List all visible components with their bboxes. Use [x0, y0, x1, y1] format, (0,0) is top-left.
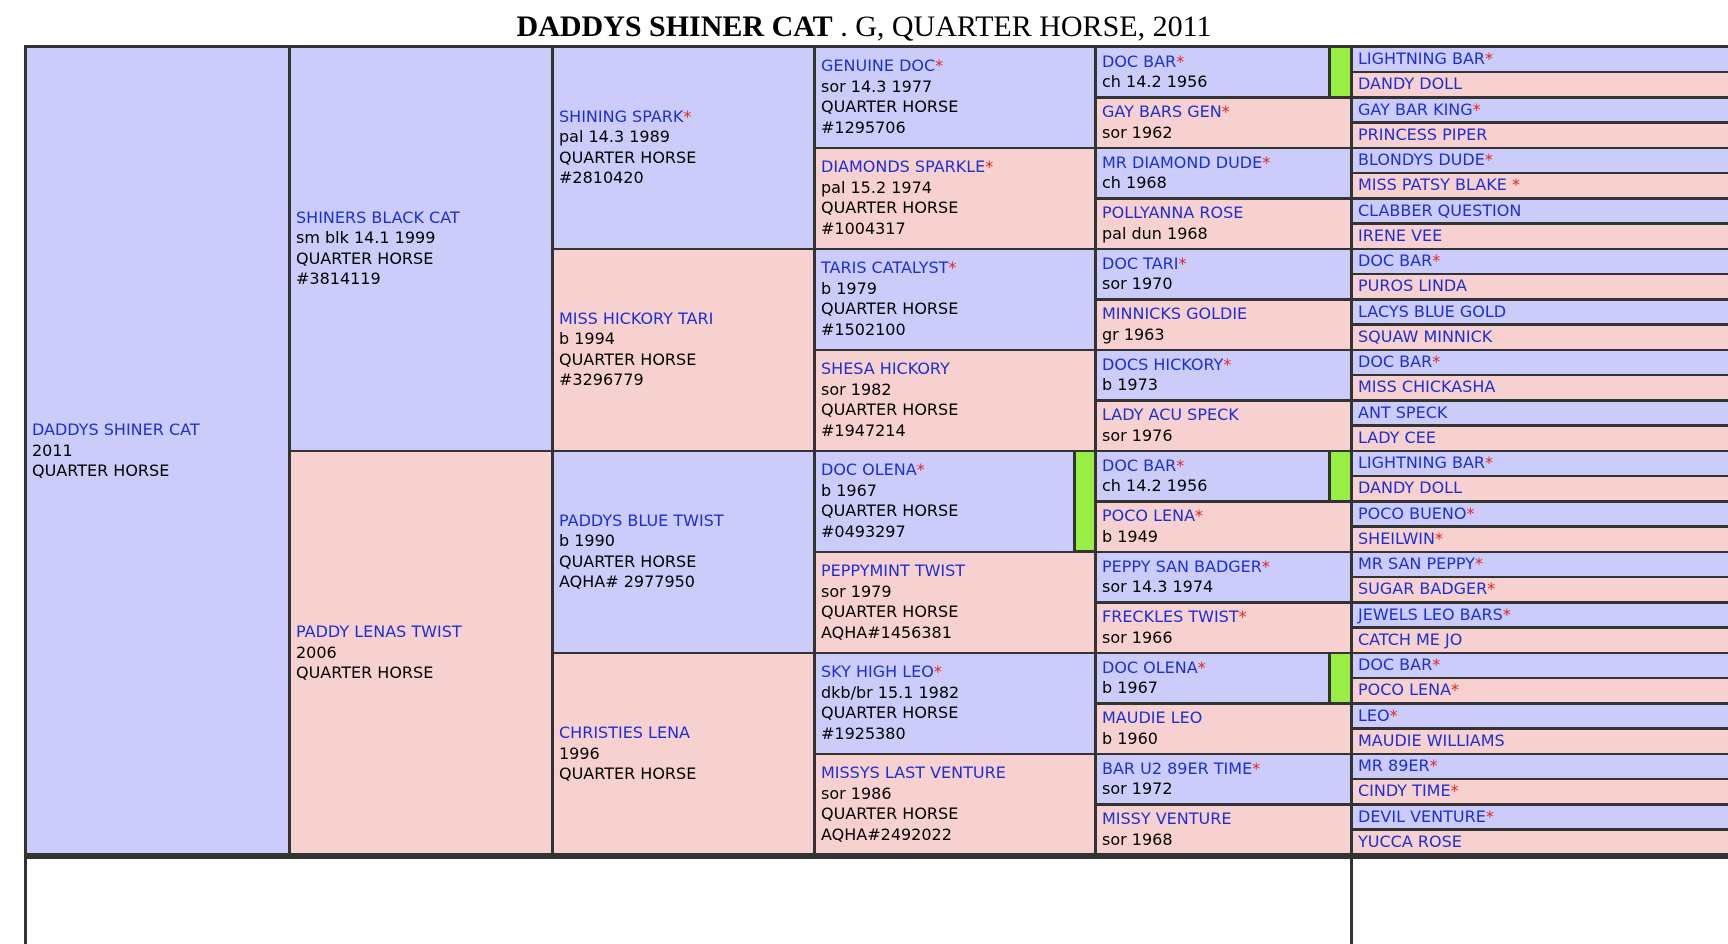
- horse-name[interactable]: DOC BAR: [1358, 655, 1433, 675]
- registry-star-icon: *: [1262, 152, 1271, 172]
- horse-name-link[interactable]: [1102, 607, 1346, 628]
- pedigree-cell-gen6: [1353, 174, 1728, 200]
- horse-name-link[interactable]: [1358, 276, 1728, 297]
- horse-name[interactable]: MISS PATSY BLAKE: [1358, 175, 1512, 195]
- pedigree-cell-gen5: [1097, 503, 1353, 554]
- horse-detail: AQHA#1456381: [821, 622, 952, 642]
- registry-star-icon: *: [1484, 150, 1493, 170]
- pedigree-cell-gen5: [1097, 200, 1353, 251]
- horse-name-link[interactable]: [1358, 428, 1728, 449]
- pedigree-cell-gen6: [1353, 452, 1728, 478]
- registry-star-icon: *: [1487, 579, 1496, 599]
- pedigree-cell-gen5: [1097, 604, 1353, 655]
- horse-detail: sor 14.3 1977: [821, 76, 933, 96]
- horse-name[interactable]: LIGHTNING BAR: [1358, 453, 1486, 473]
- pedigree-cell-gen6: [1353, 326, 1728, 352]
- pedigree-cell-gen4: [816, 452, 1076, 554]
- horse-detail: sor 1970: [1102, 274, 1173, 293]
- horse-detail: QUARTER HORSE: [821, 703, 959, 723]
- pedigree-cell-gen6: [1353, 250, 1728, 276]
- inbreeding-highlight-bar: [1331, 654, 1353, 705]
- pedigree-cell-gen4: [816, 553, 1097, 655]
- pedigree-cell-gen4: [816, 755, 1097, 857]
- horse-detail: sor 1968: [1102, 829, 1173, 849]
- registry-star-icon: *: [1432, 251, 1441, 271]
- pedigree-cell-gen6: [1353, 301, 1728, 327]
- horse-detail: #1295706: [821, 117, 906, 137]
- horse-name[interactable]: SHEILWIN: [1358, 528, 1435, 548]
- horse-name-link[interactable]: [1358, 731, 1728, 752]
- horse-name-link[interactable]: [1358, 251, 1728, 272]
- horse-name-link[interactable]: [1358, 226, 1728, 247]
- table-column-divider: [1350, 853, 1353, 944]
- horse-name-link[interactable]: [1358, 403, 1728, 424]
- horse-name[interactable]: PRINCESS PIPER: [1358, 124, 1488, 144]
- horse-name-link[interactable]: [1102, 102, 1346, 123]
- horse-detail: pal 14.3 1989: [559, 127, 670, 147]
- horse-detail: #1947214: [821, 420, 906, 440]
- horse-name-link[interactable]: [1358, 453, 1728, 474]
- pedigree-cell-gen6: [1353, 528, 1728, 554]
- registry-star-icon: *: [1221, 102, 1230, 121]
- registry-star-icon: *: [683, 106, 692, 126]
- horse-name-link[interactable]: [559, 309, 809, 330]
- horse-name[interactable]: FRECKLES TWIST: [1102, 607, 1239, 626]
- horse-detail: b 1949: [1102, 526, 1158, 546]
- horse-detail: dkb/br 15.1 1982: [821, 682, 960, 702]
- horse-detail: AQHA# 2977950: [559, 572, 695, 592]
- registry-star-icon: *: [1197, 657, 1206, 677]
- horse-detail: 2006: [296, 642, 337, 662]
- horse-name[interactable]: DEVIL VENTURE: [1358, 806, 1486, 826]
- horse-name-link[interactable]: [559, 511, 809, 532]
- inbreeding-highlight-bar: [1331, 452, 1353, 503]
- horse-name[interactable]: JEWELS LEO BARS: [1358, 604, 1503, 624]
- horse-name[interactable]: DADDYS SHINER CAT: [32, 420, 200, 439]
- horse-name[interactable]: PADDY LENAS TWIST: [296, 622, 462, 641]
- pedigree-cell-gen5: [1097, 351, 1353, 402]
- horse-detail: #3296779: [559, 370, 644, 390]
- horse-detail: 1996: [559, 743, 600, 763]
- horse-name[interactable]: LEO: [1358, 705, 1390, 725]
- horse-name-link[interactable]: [821, 359, 1090, 380]
- horse-name[interactable]: SHINERS BLACK CAT: [296, 207, 460, 227]
- horse-name[interactable]: DIAMONDS SPARKLE: [821, 157, 986, 177]
- pedigree-cell-gen5: [1097, 705, 1353, 756]
- horse-name-link[interactable]: [1358, 529, 1728, 550]
- horse-detail: b 1967: [1102, 678, 1158, 697]
- horse-detail: b 1973: [1102, 375, 1158, 394]
- pedigree-cell-gen5: [1097, 806, 1353, 857]
- horse-detail: sor 14.3 1974: [1102, 577, 1214, 596]
- horse-detail: sor 1982: [821, 379, 892, 399]
- horse-name-link[interactable]: [1358, 832, 1728, 853]
- horse-name[interactable]: PEPPYMINT TWIST: [821, 561, 966, 581]
- horse-name[interactable]: MR 89ER: [1358, 756, 1430, 776]
- horse-name-link[interactable]: [1102, 658, 1324, 679]
- horse-name-link[interactable]: [1358, 201, 1728, 222]
- pedigree-cell-gen2: [291, 48, 554, 453]
- horse-name-link[interactable]: [1358, 302, 1728, 323]
- horse-detail: b 1967: [821, 480, 877, 500]
- registry-star-icon: *: [1485, 453, 1494, 473]
- horse-name[interactable]: GENUINE DOC: [821, 56, 936, 76]
- horse-detail: #1925380: [821, 723, 906, 743]
- pedigree-cell-gen6: [1353, 654, 1728, 680]
- horse-name[interactable]: MAUDIE WILLIAMS: [1358, 730, 1505, 750]
- horse-detail: #3814119: [296, 269, 381, 289]
- horse-name-link[interactable]: [821, 561, 1090, 582]
- pedigree-cell-gen6: [1353, 730, 1728, 756]
- horse-detail: sor 1976: [1102, 425, 1173, 445]
- horse-name-link[interactable]: [1358, 49, 1728, 70]
- horse-detail: b 1960: [1102, 728, 1158, 748]
- horse-name[interactable]: LACYS BLUE GOLD: [1358, 301, 1507, 321]
- horse-detail: ch 14.2 1956: [1102, 476, 1208, 495]
- registry-star-icon: *: [1195, 506, 1204, 525]
- registry-star-icon: *: [1261, 556, 1270, 576]
- registry-star-icon: *: [916, 460, 925, 480]
- pedigree-cell-gen6: [1353, 351, 1728, 377]
- registry-star-icon: *: [933, 662, 942, 682]
- horse-name[interactable]: MR DIAMOND DUDE: [1102, 152, 1263, 172]
- pedigree-cell-gen6: [1353, 679, 1728, 705]
- horse-name-link[interactable]: [1358, 150, 1728, 171]
- horse-detail: QUARTER HORSE: [32, 461, 170, 480]
- registry-star-icon: *: [1511, 175, 1520, 195]
- horse-name-link[interactable]: [1358, 478, 1728, 499]
- pedigree-cell-gen3: [554, 48, 816, 251]
- horse-detail: AQHA#2492022: [821, 824, 952, 844]
- pedigree-cell-gen6: [1353, 477, 1728, 503]
- horse-name[interactable]: MISSYS LAST VENTURE: [821, 763, 1006, 783]
- horse-name-link[interactable]: [1102, 405, 1346, 426]
- pedigree-cell-gen6: [1353, 402, 1728, 428]
- horse-detail: QUARTER HORSE: [821, 501, 959, 521]
- horse-name[interactable]: IRENE VEE: [1358, 225, 1443, 245]
- pedigree-cell-gen5: [1097, 553, 1353, 604]
- registry-star-icon: *: [1466, 503, 1475, 523]
- registry-star-icon: *: [1389, 705, 1398, 725]
- horse-name[interactable]: DOC BAR: [1358, 251, 1433, 271]
- pedigree-cell-gen4: [816, 250, 1097, 352]
- registry-star-icon: *: [1238, 607, 1247, 626]
- pedigree-cell-gen5: [1097, 250, 1353, 301]
- horse-name-link[interactable]: [821, 157, 1090, 178]
- horse-detail: 2011: [32, 440, 73, 460]
- horse-name-link[interactable]: [1358, 377, 1728, 398]
- page-title: [0, 10, 1728, 44]
- pedigree-cell-gen3: [554, 250, 816, 453]
- horse-name-link[interactable]: [821, 662, 1090, 683]
- pedigree-cell-gen4: [816, 149, 1097, 251]
- registry-star-icon: *: [948, 258, 957, 278]
- pedigree-cell-gen6: [1353, 629, 1728, 655]
- pedigree-cell-gen5: [1097, 654, 1331, 705]
- horse-name[interactable]: POCO LENA: [1102, 506, 1196, 525]
- horse-name-link[interactable]: [821, 763, 1090, 784]
- pedigree-cell-gen6: [1353, 124, 1728, 150]
- horse-name-link[interactable]: [1102, 52, 1324, 73]
- registry-star-icon: *: [1252, 758, 1261, 778]
- horse-detail: #0493297: [821, 521, 906, 541]
- title-horse-name: DADDYS SHINER CAT: [516, 10, 833, 43]
- horse-name-link[interactable]: [559, 723, 809, 744]
- registry-star-icon: *: [1429, 756, 1438, 776]
- horse-detail: b 1979: [821, 278, 877, 298]
- registry-star-icon: *: [1432, 352, 1441, 372]
- horse-detail: QUARTER HORSE: [559, 147, 697, 167]
- horse-name-link[interactable]: [1358, 756, 1728, 777]
- inbreeding-highlight-bar: [1076, 452, 1097, 553]
- pedigree-cell-gen1: [27, 48, 291, 857]
- horse-detail: QUARTER HORSE: [821, 602, 959, 622]
- inbreeding-highlight-bar: [1331, 48, 1353, 99]
- horse-name[interactable]: GAY BARS GEN: [1102, 102, 1222, 121]
- pedigree-cell-gen6: [1353, 553, 1728, 579]
- pedigree-cell-gen4: [816, 654, 1097, 756]
- pedigree-cell-gen5: [1097, 452, 1331, 503]
- registry-star-icon: *: [1472, 99, 1481, 119]
- horse-name-link[interactable]: [1102, 759, 1346, 780]
- pedigree-cell-gen6: [1353, 503, 1728, 529]
- horse-name[interactable]: CINDY TIME: [1358, 781, 1451, 801]
- horse-name-link[interactable]: [821, 460, 1069, 481]
- horse-name[interactable]: DOC OLENA: [821, 460, 917, 480]
- horse-name-link[interactable]: [1358, 605, 1728, 626]
- horse-detail: QUARTER HORSE: [296, 248, 434, 268]
- horse-name[interactable]: LIGHTNING BAR: [1358, 49, 1486, 69]
- horse-name[interactable]: DANDY DOLL: [1358, 74, 1462, 94]
- horse-detail: sor 1986: [821, 783, 892, 803]
- registry-star-icon: *: [1178, 253, 1187, 273]
- horse-detail: ch 14.2 1956: [1102, 72, 1208, 91]
- horse-detail: QUARTER HORSE: [559, 349, 697, 369]
- horse-detail: pal dun 1968: [1102, 223, 1208, 243]
- horse-detail: b 1990: [559, 531, 615, 551]
- horse-name[interactable]: MISS CHICKASHA: [1358, 377, 1496, 397]
- horse-detail: #1004317: [821, 218, 906, 238]
- horse-name[interactable]: MAUDIE LEO: [1102, 708, 1203, 727]
- pedigree-cell-gen6: [1353, 806, 1728, 832]
- horse-name-link[interactable]: [1102, 304, 1346, 325]
- table-bottom-border: [24, 853, 1728, 856]
- pedigree-cell-gen6: [1353, 225, 1728, 251]
- horse-name-link[interactable]: [296, 622, 547, 643]
- horse-detail: sm blk 14.1 1999: [296, 228, 436, 248]
- horse-name-link[interactable]: [1102, 254, 1346, 275]
- horse-name-link[interactable]: [559, 107, 809, 128]
- pedigree-cell-gen5: [1097, 755, 1353, 806]
- horse-name-link[interactable]: [1102, 708, 1346, 729]
- registry-star-icon: *: [1176, 51, 1185, 71]
- horse-name-link[interactable]: [1102, 203, 1346, 224]
- horse-name[interactable]: LADY ACU SPECK: [1102, 405, 1239, 424]
- horse-detail: QUARTER HORSE: [821, 299, 959, 319]
- horse-detail: QUARTER HORSE: [821, 97, 959, 117]
- pedigree-cell-gen6: [1353, 200, 1728, 226]
- horse-name[interactable]: CATCH ME JO: [1358, 629, 1463, 649]
- registry-star-icon: *: [1432, 655, 1441, 675]
- horse-detail: QUARTER HORSE: [821, 198, 959, 218]
- pedigree-cell-gen3: [554, 654, 816, 857]
- horse-name[interactable]: CLABBER QUESTION: [1358, 200, 1522, 220]
- horse-name-link[interactable]: [32, 420, 284, 441]
- horse-name-link[interactable]: [1102, 506, 1346, 527]
- horse-name[interactable]: SUGAR BADGER: [1358, 579, 1488, 599]
- horse-name[interactable]: YUCCA ROSE: [1358, 831, 1462, 851]
- horse-detail: #1502100: [821, 319, 906, 339]
- horse-name-link[interactable]: [1102, 809, 1346, 830]
- horse-detail: sor 1966: [1102, 627, 1173, 647]
- registry-star-icon: *: [1450, 781, 1459, 801]
- pedigree-cell-gen4: [816, 48, 1097, 150]
- pedigree-cell-gen6: [1353, 48, 1728, 74]
- horse-name-link[interactable]: [1102, 153, 1346, 174]
- pedigree-cell-gen6: [1353, 275, 1728, 301]
- horse-name[interactable]: SHINING SPARK: [559, 106, 684, 126]
- pedigree-cell-gen5: [1097, 402, 1353, 453]
- horse-name-link[interactable]: [821, 56, 1090, 77]
- horse-detail: QUARTER HORSE: [559, 551, 697, 571]
- horse-name[interactable]: SHESA HICKORY: [821, 359, 950, 379]
- horse-name-link[interactable]: [821, 258, 1090, 279]
- horse-name-link[interactable]: [1358, 175, 1728, 196]
- pedigree-cell-gen4: [816, 351, 1097, 453]
- horse-name[interactable]: POCO LENA: [1358, 680, 1452, 700]
- horse-detail: sor 1962: [1102, 122, 1173, 142]
- horse-name-link[interactable]: [296, 208, 547, 229]
- registry-star-icon: *: [1176, 455, 1185, 475]
- horse-name[interactable]: SKY HIGH LEO: [821, 662, 934, 682]
- horse-name-link[interactable]: [1358, 504, 1728, 525]
- horse-name-link[interactable]: [1358, 125, 1728, 146]
- horse-detail: #2810420: [559, 168, 644, 188]
- horse-name[interactable]: ANT SPECK: [1358, 402, 1448, 422]
- registry-star-icon: *: [1451, 680, 1460, 700]
- pedigree-cell-gen2: [291, 452, 554, 857]
- horse-name[interactable]: BAR U2 89ER TIME: [1102, 758, 1253, 778]
- horse-name-link[interactable]: [1358, 579, 1728, 600]
- pedigree-cell-gen5: [1097, 149, 1353, 200]
- horse-name-link[interactable]: [1358, 74, 1728, 95]
- horse-name[interactable]: DOC BAR: [1358, 352, 1433, 372]
- pedigree-cell-gen6: [1353, 755, 1728, 781]
- horse-name-link[interactable]: [1102, 355, 1346, 376]
- horse-name-link[interactable]: [1358, 680, 1728, 701]
- pedigree-cell-gen6: [1353, 149, 1728, 175]
- horse-name-link[interactable]: [1358, 781, 1728, 802]
- horse-detail: QUARTER HORSE: [296, 663, 434, 682]
- pedigree-cell-gen5: [1097, 301, 1353, 352]
- registry-star-icon: *: [1474, 554, 1483, 574]
- horse-name-link[interactable]: [1358, 655, 1728, 676]
- horse-name-link[interactable]: [1358, 100, 1728, 121]
- horse-detail: gr 1963: [1102, 324, 1165, 344]
- horse-name-link[interactable]: [1358, 327, 1728, 348]
- horse-name[interactable]: TARIS CATALYST: [821, 258, 949, 278]
- horse-name[interactable]: MISSY VENTURE: [1102, 809, 1232, 828]
- horse-name-link[interactable]: [1102, 456, 1324, 477]
- registry-star-icon: *: [1485, 806, 1494, 826]
- pedigree-cell-gen6: [1353, 73, 1728, 99]
- pedigree-cell-gen6: [1353, 578, 1728, 604]
- pedigree-cell-gen6: [1353, 705, 1728, 731]
- registry-star-icon: *: [1485, 49, 1494, 69]
- horse-name[interactable]: PEPPY SAN BADGER: [1102, 556, 1262, 576]
- horse-name-link[interactable]: [1358, 807, 1728, 828]
- horse-name[interactable]: PUROS LINDA: [1358, 276, 1467, 296]
- pedigree-cell-gen3: [554, 452, 816, 655]
- horse-detail: sor 1979: [821, 581, 892, 601]
- pedigree-cell-gen6: [1353, 604, 1728, 630]
- horse-detail: sor 1972: [1102, 779, 1173, 798]
- horse-detail: pal 15.2 1974: [821, 177, 932, 197]
- horse-name[interactable]: GAY BAR KING: [1358, 99, 1473, 119]
- horse-detail: ch 1968: [1102, 173, 1167, 192]
- horse-detail: QUARTER HORSE: [821, 804, 959, 824]
- horse-name[interactable]: PADDYS BLUE TWIST: [559, 510, 724, 530]
- horse-name[interactable]: POLLYANNA ROSE: [1102, 203, 1244, 222]
- horse-name[interactable]: POCO BUENO: [1358, 503, 1467, 523]
- registry-star-icon: *: [1223, 354, 1232, 374]
- pedigree-cell-gen5: [1097, 48, 1331, 99]
- pedigree-cell-gen6: [1353, 780, 1728, 806]
- pedigree-cell-gen6: [1353, 376, 1728, 402]
- horse-name[interactable]: DANDY DOLL: [1358, 478, 1462, 498]
- horse-name[interactable]: DOC BAR: [1102, 455, 1177, 475]
- registry-star-icon: *: [1502, 604, 1511, 624]
- horse-name[interactable]: SQUAW MINNICK: [1358, 326, 1493, 346]
- title-details: . G, QUARTER HORSE, 2011: [832, 10, 1212, 43]
- horse-detail: b 1994: [559, 329, 615, 349]
- horse-detail: QUARTER HORSE: [821, 400, 959, 420]
- pedigree-cell-gen6: [1353, 99, 1728, 125]
- pedigree-cell-gen6: [1353, 427, 1728, 453]
- horse-name-link[interactable]: [1358, 554, 1728, 575]
- pedigree-cell-gen5: [1097, 99, 1353, 150]
- horse-name-link[interactable]: [1358, 706, 1728, 727]
- registry-star-icon: *: [935, 56, 944, 76]
- table-left-border-extension: [24, 853, 27, 944]
- registry-star-icon: *: [985, 157, 994, 177]
- horse-name[interactable]: LADY CEE: [1358, 427, 1436, 447]
- horse-detail: QUARTER HORSE: [559, 764, 697, 783]
- horse-name[interactable]: MISS HICKORY TARI: [559, 308, 714, 328]
- horse-name[interactable]: MINNICKS GOLDIE: [1102, 304, 1248, 323]
- horse-name-link[interactable]: [1358, 352, 1728, 373]
- horse-name-link[interactable]: [1358, 630, 1728, 651]
- horse-name-link[interactable]: [1102, 557, 1346, 578]
- horse-name[interactable]: BLONDYS DUDE: [1358, 150, 1485, 170]
- horse-name[interactable]: DOC OLENA: [1102, 657, 1198, 677]
- horse-name[interactable]: DOCS HICKORY: [1102, 354, 1224, 374]
- horse-name[interactable]: DOC TARI: [1102, 253, 1179, 273]
- horse-name[interactable]: MR SAN PEPPY: [1358, 554, 1475, 574]
- horse-name[interactable]: CHRISTIES LENA: [559, 723, 690, 742]
- horse-name[interactable]: DOC BAR: [1102, 51, 1177, 71]
- registry-star-icon: *: [1434, 528, 1443, 548]
- pedigree-table: [24, 45, 1728, 859]
